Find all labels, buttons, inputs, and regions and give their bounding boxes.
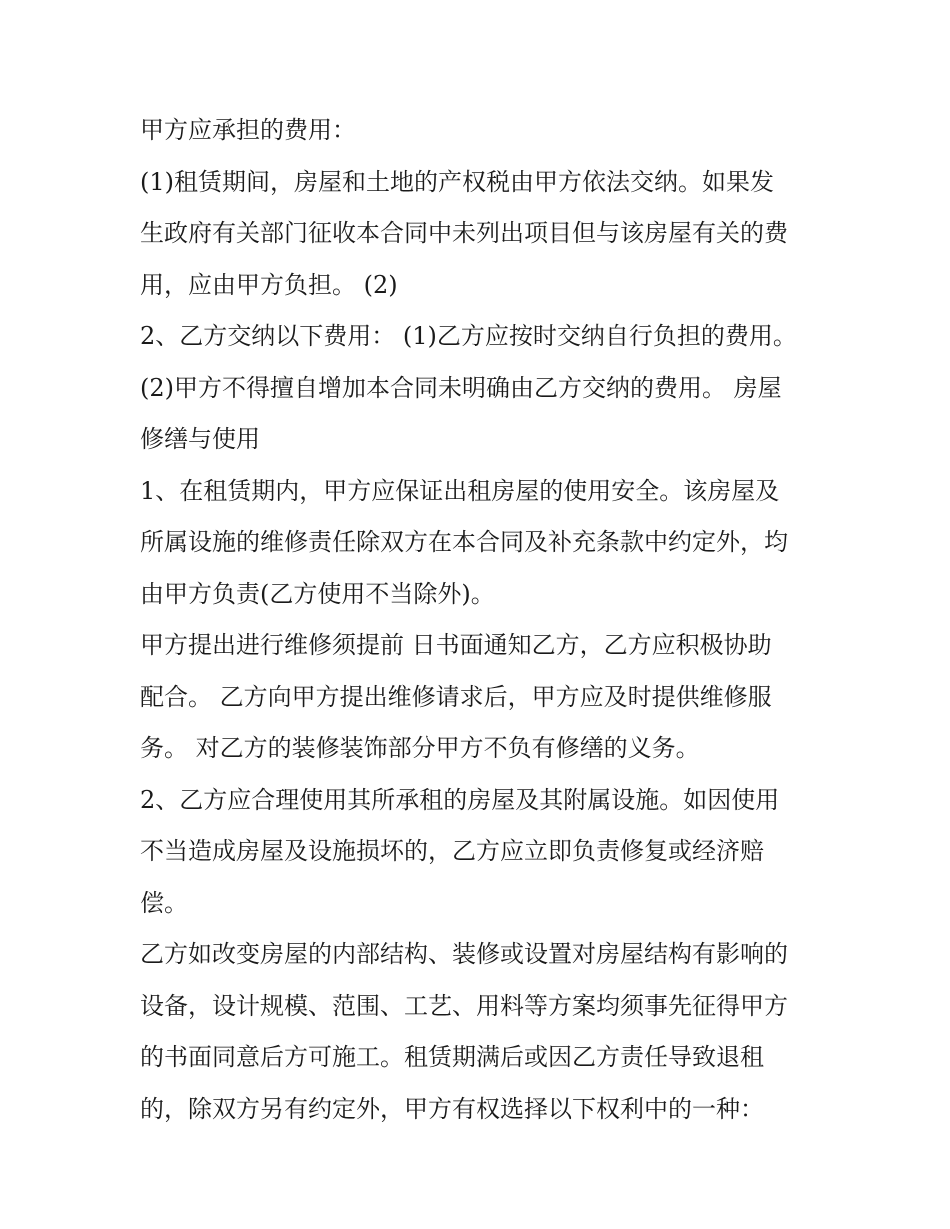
text-line: 配合。 乙方向甲方提出维修请求后，甲方应及时提供维修服 [140,682,772,711]
text-line: (2)甲方不得擅自增加本合同未明确由乙方交纳的费用。 房屋 [140,373,782,402]
document-body [140,105,820,1135]
text-line: 甲方提出进行维修须提前 日书面通知乙方，乙方应积极协助 [140,631,772,659]
text-line: 2、乙方交纳以下费用： (1)乙方应按时交纳自行负担的费用。 [140,322,797,350]
text-line: 由甲方负责(乙方使用不当除外)。 [140,579,495,608]
text-line: 偿。 [140,888,188,917]
text-line: (1)租赁期间，房屋和土地的产权税由甲方依法交纳。如果发 [140,167,774,196]
text-line: 设备，设计规模、范围、工艺、用料等方案均须事先征得甲方 [140,991,788,1020]
text-line: 2、乙方应合理使用其所承租的房屋及其附属设施。如因使用 [140,785,780,814]
text-line: 甲方应承担的费用： [140,116,356,144]
text-line: 不当造成房屋及设施损坏的，乙方应立即负责修复或经济赔 [140,837,764,865]
text-line: 用，应由甲方负担。 (2) [140,270,398,299]
text-line: 修缮与使用 [140,425,260,453]
text-line: 乙方如改变房屋的内部结构、装修或设置对房屋结构有影响的 [140,940,788,968]
text-line: 所属设施的维修责任除双方在本合同及补充条款中约定外，均 [140,528,788,556]
text-line: 的，除双方另有约定外，甲方有权选择以下权利中的一种： [140,1094,764,1123]
text-line: 的书面同意后方可施工。租赁期满后或因乙方责任导致退租 [140,1043,764,1071]
text-line: 1、在租赁期内，甲方应保证出租房屋的使用安全。该房屋及 [140,476,780,505]
text-line: 生政府有关部门征收本合同中未列出项目但与该房屋有关的费 [140,219,788,247]
text-line: 务。 对乙方的装修装饰部分甲方不负有修缮的义务。 [140,734,700,762]
